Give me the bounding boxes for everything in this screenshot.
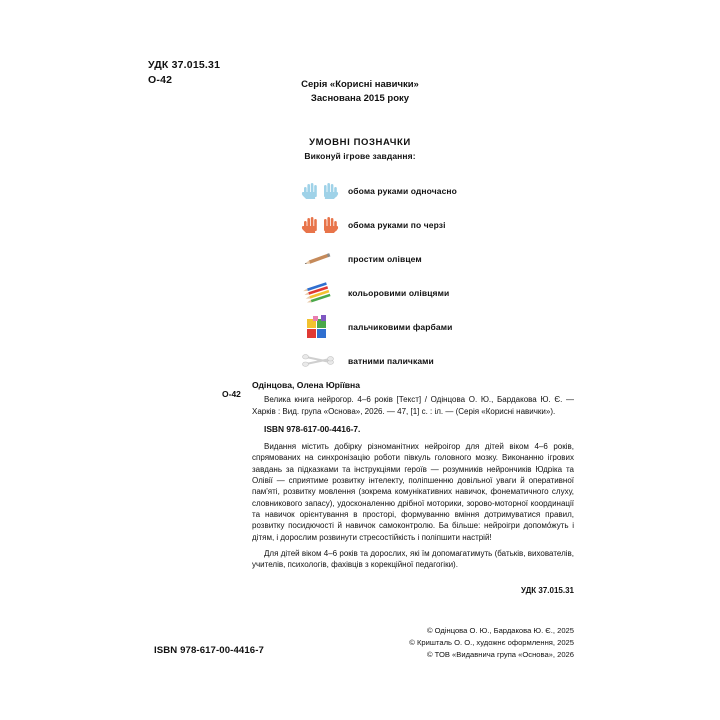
series-block [0, 78, 720, 107]
legend-item [298, 210, 628, 240]
finger-paints-icon [298, 313, 340, 341]
legend-item [298, 346, 628, 376]
colored-pencils-icon [298, 279, 340, 307]
legend-item-label: ватними паличками [348, 356, 434, 366]
alternating-hands-icon [298, 211, 340, 239]
legend-title: УМОВНІ ПОЗНАЧКИ [309, 137, 411, 148]
two-hands-icon [298, 177, 340, 205]
copyright-line-1: © Одінцова О. Ю., Бардакова Ю. Є., 2025 [426, 626, 574, 635]
legend-item-label: простим олівцем [348, 254, 422, 264]
legend-item [298, 278, 628, 308]
legend-item-label: кольоровими олівцями [348, 288, 450, 298]
legend-item-label: обома руками по черзі [348, 220, 446, 230]
bibliography-code: О-42 [222, 389, 241, 399]
copyright-block [409, 625, 574, 660]
bibliography-udc: УДК 37.015.31 [521, 585, 574, 595]
udc-line-1: УДК 37.015.31 [148, 59, 221, 71]
legend-heading [0, 137, 720, 161]
legend-item [298, 244, 628, 274]
legend-item-label: пальчиковими фарбами [348, 322, 453, 332]
bibliography-description: Велика книга нейрогор. 4–6 років [Текст] / Одінцова О. Ю., Бардакова Ю. Є. — Харків : Вид. група «Основа», 2026. — 47, [1] с. : іл. — (Серія «Корисні навички»). [252, 395, 574, 416]
bibliography-block [252, 379, 574, 596]
series-name: Серія «Корисні навички» [301, 79, 419, 90]
legend-subtitle: Виконуй ігрове завдання: [304, 151, 416, 161]
copyright-line-2: © Кришталь О. О., художнє оформлення, 2025 [409, 637, 574, 647]
annotation-paragraph-1: Видання містить добірку різноманітних нейроігор для дітей віком 4–6 років, спрямованих на синхронізацію роботи півкуль головного мозку. Виконанню ігрових завдань за підказками та інструкціями героїв — розумників нейрончиків Юдріка та Олівії — сприятиме розвитку інтелекту, поліпшенню довільної уваги й оперативної пам'яті, розвитку мовлення (зокрема комунікативних навичок, фонематичного слуху, словникового запасу), удосконаленню дрібної моторики, зорово-моторної координації та навичок орієнтування в просторі, формуванню вміння дотримуватися правил, розвитку посидючості й навичок самоконтролю. Ба більше: нейроігри допомо́жуть і дітям, і дорослим розвинути стресостійкість і поліпшити настрій! [252, 441, 574, 542]
footer-isbn: ISBN 978-617-00-4416-7 [154, 645, 264, 656]
annotation-paragraph-2: Для дітей віком 4–6 років та дорослих, які їм допомагатимуть (батьків, вихователів, учителів, психологів, фахівців з корекційної педагогіки). [252, 549, 574, 570]
legend-list [298, 176, 628, 380]
legend-item [298, 312, 628, 342]
copyright-line-3: © ТОВ «Видавнича група «Основа», 2026 [426, 649, 574, 659]
series-founded: Заснована 2015 року [310, 93, 410, 105]
cotton-swabs-icon [298, 347, 340, 375]
legend-item-label: обома руками одночасно [348, 186, 457, 196]
legend-item [298, 176, 628, 206]
udc-line-2: О-42 [148, 74, 173, 87]
pencil-icon [298, 245, 340, 273]
bibliography-author: Одінцова, Олена Юріївна [252, 380, 360, 390]
bibliography-isbn: ISBN 978-617-00-4416-7. [264, 423, 361, 434]
